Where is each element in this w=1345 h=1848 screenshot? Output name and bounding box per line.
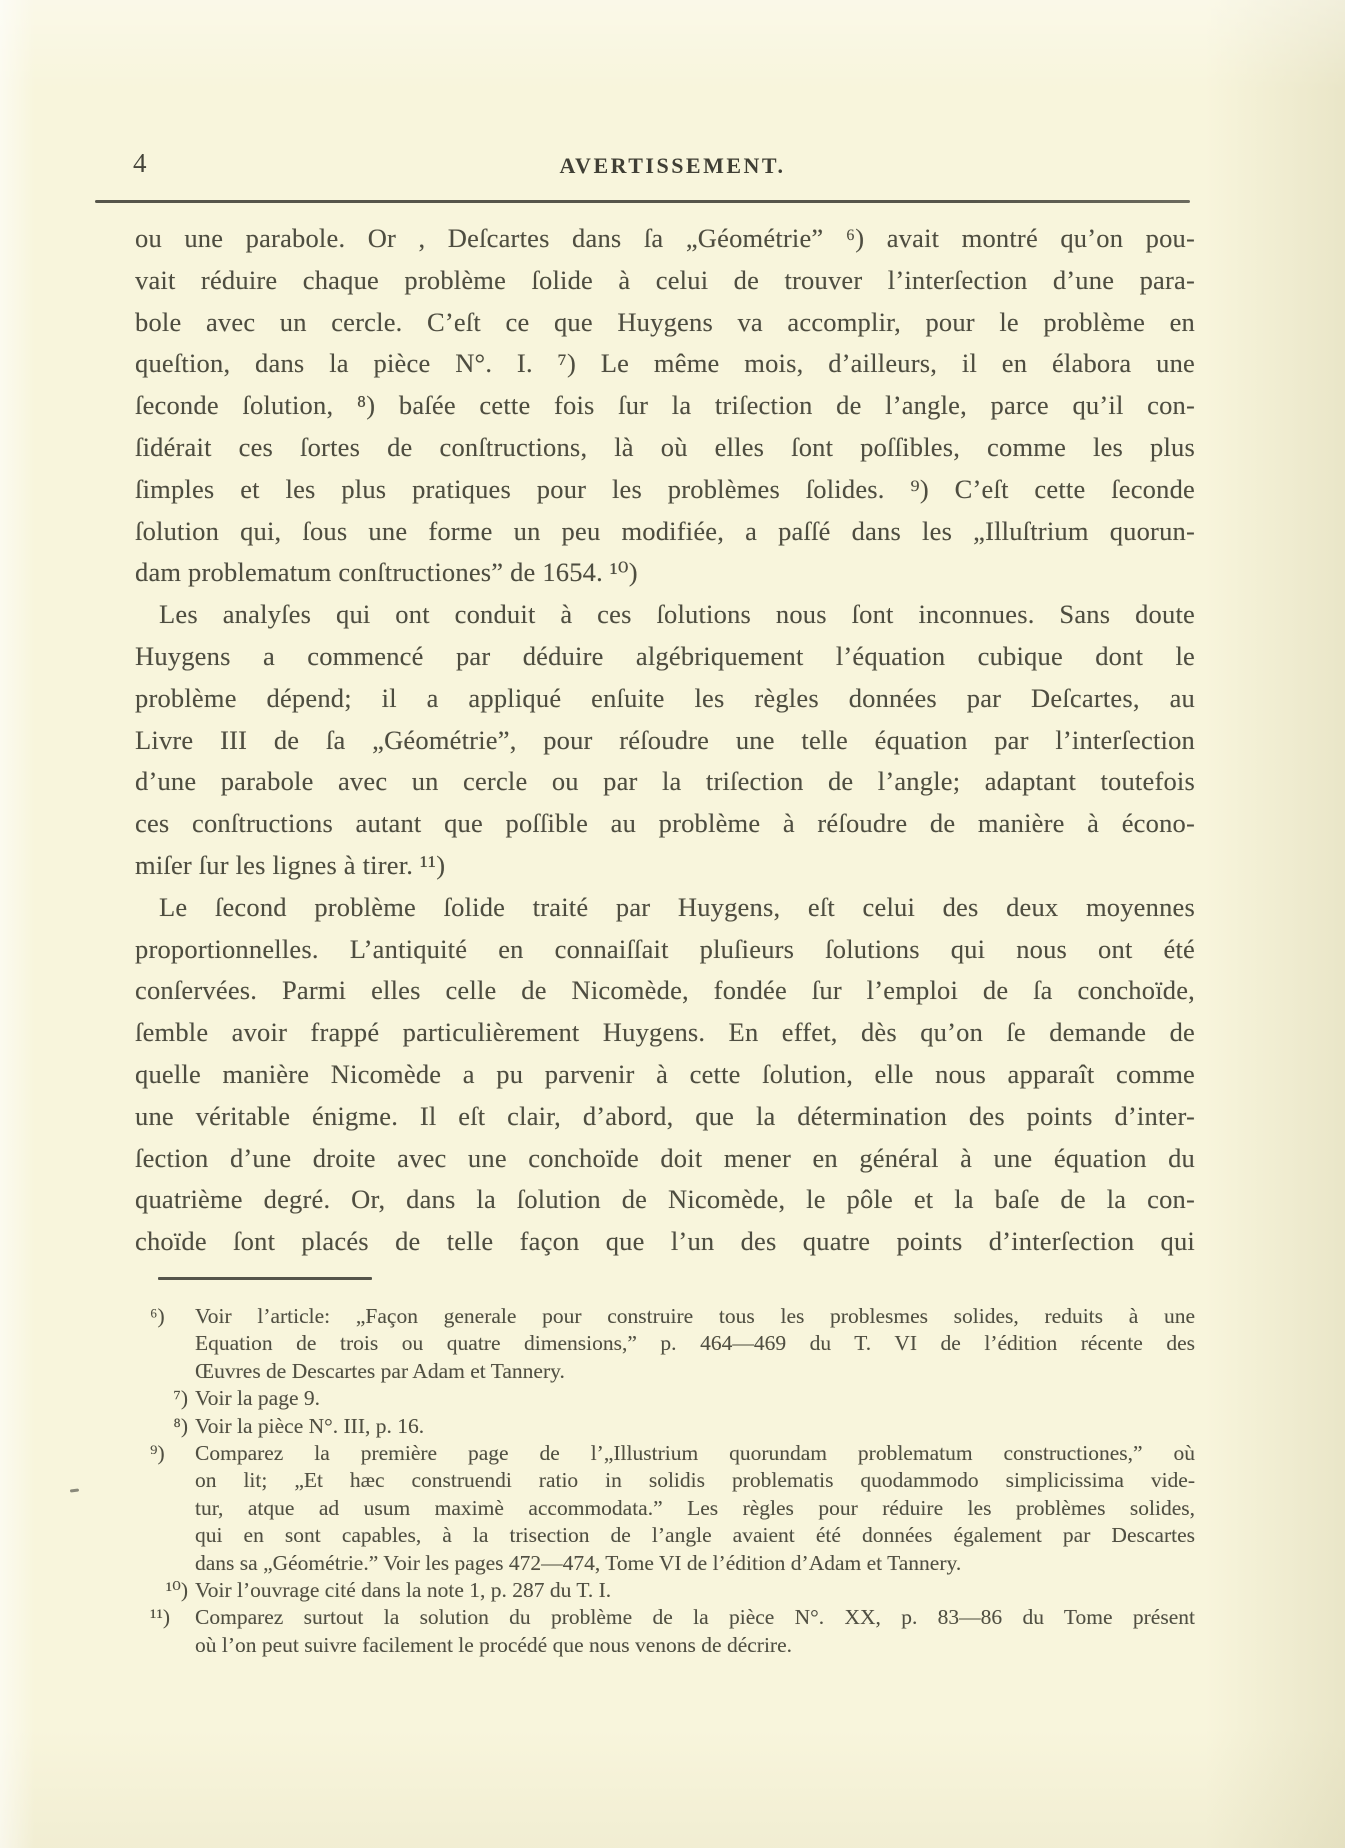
- footnote-text: où l’on peut suivre facilement le procédé que nous venons de décrire.: [195, 1632, 793, 1657]
- text-line: ſection d’une droite avec une conchoïde doit mener en général à une équation du: [135, 1142, 1195, 1173]
- main-text-column: [135, 218, 1195, 1263]
- text-line: queſtion, dans la pièce N°. I. ⁷) Le même mois, d’ailleurs, il en élabora une: [135, 348, 1195, 379]
- footnote-marker: ⁹): [150, 1440, 165, 1465]
- footnote-marker: ⁶): [150, 1304, 165, 1328]
- footnote-text: Voir la pièce N°. III, p. 16.: [195, 1413, 425, 1438]
- footnote-marker: ¹¹): [150, 1605, 171, 1630]
- footnote-separator-rule: [158, 1277, 372, 1280]
- text-line: ou une parabole. Or , Deſcartes dans ſa „Géométrie” ⁶) avait montré qu’on pou-: [135, 223, 1195, 253]
- text-line: ſemble avoir frappé particulièrement Huygens. En effet, dès qu’on ſe demande de: [135, 1017, 1195, 1048]
- footnote-line: [150, 1577, 1195, 1604]
- text-line: problème dépend; il a appliqué enſuite les règles données par Deſcartes, au: [135, 682, 1195, 713]
- footnote-text: dans sa „Géométrie.” Voir les pages 472—474, Tome VI de l’édition d’Adam et Tannery.: [195, 1550, 962, 1575]
- footnote-marker: ⁷): [173, 1386, 188, 1411]
- footnote-line: [150, 1330, 1195, 1357]
- header-rule: [95, 200, 1190, 203]
- footnote-line: [150, 1604, 1195, 1631]
- footnote-line: [150, 1413, 1195, 1440]
- footnote-line: [150, 1632, 1195, 1659]
- text-line: une véritable énigme. Il eſt clair, d’abord, que la détermination des points d’inter-: [135, 1100, 1195, 1131]
- text-line: conſervées. Parmi elles celle de Nicomède, fondée ſur l’emploi de ſa conchoïde,: [135, 975, 1195, 1006]
- footnote-text: Equation de trois ou quatre dimensions,” p. 464—469 du T. VI de l’édition récente des: [195, 1331, 1195, 1356]
- footnote-text: Comparez surtout la solution du problème de la pièce N°. XX, p. 83—86 du Tome présent: [195, 1605, 1195, 1630]
- text-line: quelle manière Nicomède a pu parvenir à cette ſolution, elle nous apparaît comme: [135, 1058, 1195, 1089]
- text-line: ſeconde ſolution, ⁸) baſée cette fois ſur la triſection de l’angle, parce qu’il con-: [135, 390, 1195, 421]
- text-line: ſimples et les plus pratiques pour les problèmes ſolides. ⁹) C’eſt cette ſeconde: [135, 473, 1195, 504]
- footnote-text: tur, atque ad usum maximè accommodata.” Les règles pour réduire les problèmes solides,: [195, 1495, 1195, 1520]
- text-line: Livre III de ſa „Géométrie”, pour réſoudre une telle équation par l’interſection: [135, 724, 1195, 755]
- text-line: ſidérait ces ſortes de conſtructions, là où elles ſont poſſibles, comme les plus: [135, 431, 1195, 462]
- footnote-line: [150, 1358, 1195, 1385]
- footnote-line: [150, 1495, 1195, 1522]
- text-line: bole avec un cercle. C’eſt ce que Huygens va accomplir, pour le problème en: [135, 306, 1195, 337]
- text-line: proportionnelles. L’antiquité en connaiſſait pluſieurs ſolutions qui nous ont été: [135, 933, 1195, 964]
- footnote-line: [150, 1522, 1195, 1549]
- text-line: d’une parabole avec un cercle ou par la triſection de l’angle; adaptant toutefois: [135, 766, 1195, 797]
- footnote-marker: ¹⁰): [165, 1577, 188, 1602]
- footnote-line: [150, 1467, 1195, 1494]
- footnote-text: Voir la page 9.: [195, 1386, 320, 1411]
- footnote-text: qui en sont capables, à la trisection de l’angle avaient été données également par Descartes: [195, 1523, 1195, 1548]
- text-line-paragraph-end: miſer ſur les lignes à tirer. ¹¹): [135, 849, 446, 880]
- footnote-line: [150, 1440, 1195, 1467]
- text-line: choïde ſont placés de telle façon que l’un des quatre points d’interſection qui: [135, 1226, 1195, 1257]
- text-line: ces conſtructions autant que poſſible au problème à réſoudre de manière à écono-: [135, 808, 1195, 839]
- text-line-paragraph-start: Les analyſes qui ont conduit à ces ſolutions nous ſont inconnues. Sans doute: [159, 599, 1195, 630]
- running-title: AVERTISSEMENT.: [559, 153, 786, 178]
- text-line: Huygens a commencé par déduire algébriquement l’équation cubique dont le: [135, 640, 1195, 671]
- text-line-paragraph-start: Le ſecond problème ſolide traité par Huygens, eſt celui des deux moyennes: [159, 891, 1195, 922]
- text-line: vait réduire chaque problème ſolide à celui de trouver l’interſection d’une para-: [135, 264, 1195, 295]
- footnote-text: Voir l’article: „Façon generale pour construire tous les problesmes solides, reduits à une: [195, 1304, 1195, 1328]
- footnote-line: [150, 1550, 1195, 1577]
- footnote-text: Œuvres de Descartes par Adam et Tannery.: [195, 1358, 565, 1383]
- footnote-text: Comparez la première page de l’„Illustrium quorundam problematum constructiones,” où: [195, 1440, 1195, 1465]
- text-line: ſolution qui, ſous une forme un peu modifiée, a paſſé dans les „Illuſtrium quorun-: [135, 515, 1195, 546]
- footnote-text: on lit; „Et hæc construendi ratio in solidis problematis quodammodo simplicissima vide-: [195, 1468, 1195, 1493]
- footnotes-block: [150, 1303, 1195, 1659]
- text-line-paragraph-end: dam problematum conſtructiones” de 1654. ¹⁰): [135, 557, 638, 588]
- page-number: 4: [133, 148, 147, 178]
- footnote-marker: ⁸): [173, 1413, 188, 1438]
- footnote-text: Voir l’ouvrage cité dans la note 1, p. 287 du T. I.: [195, 1577, 612, 1602]
- footnote-line: [150, 1385, 1195, 1412]
- text-line: quatrième degré. Or, dans la ſolution de Nicomède, le pôle et la baſe de la con-: [135, 1184, 1195, 1215]
- footnote-line: [150, 1303, 1195, 1330]
- margin-ink-speck: [70, 1488, 79, 1492]
